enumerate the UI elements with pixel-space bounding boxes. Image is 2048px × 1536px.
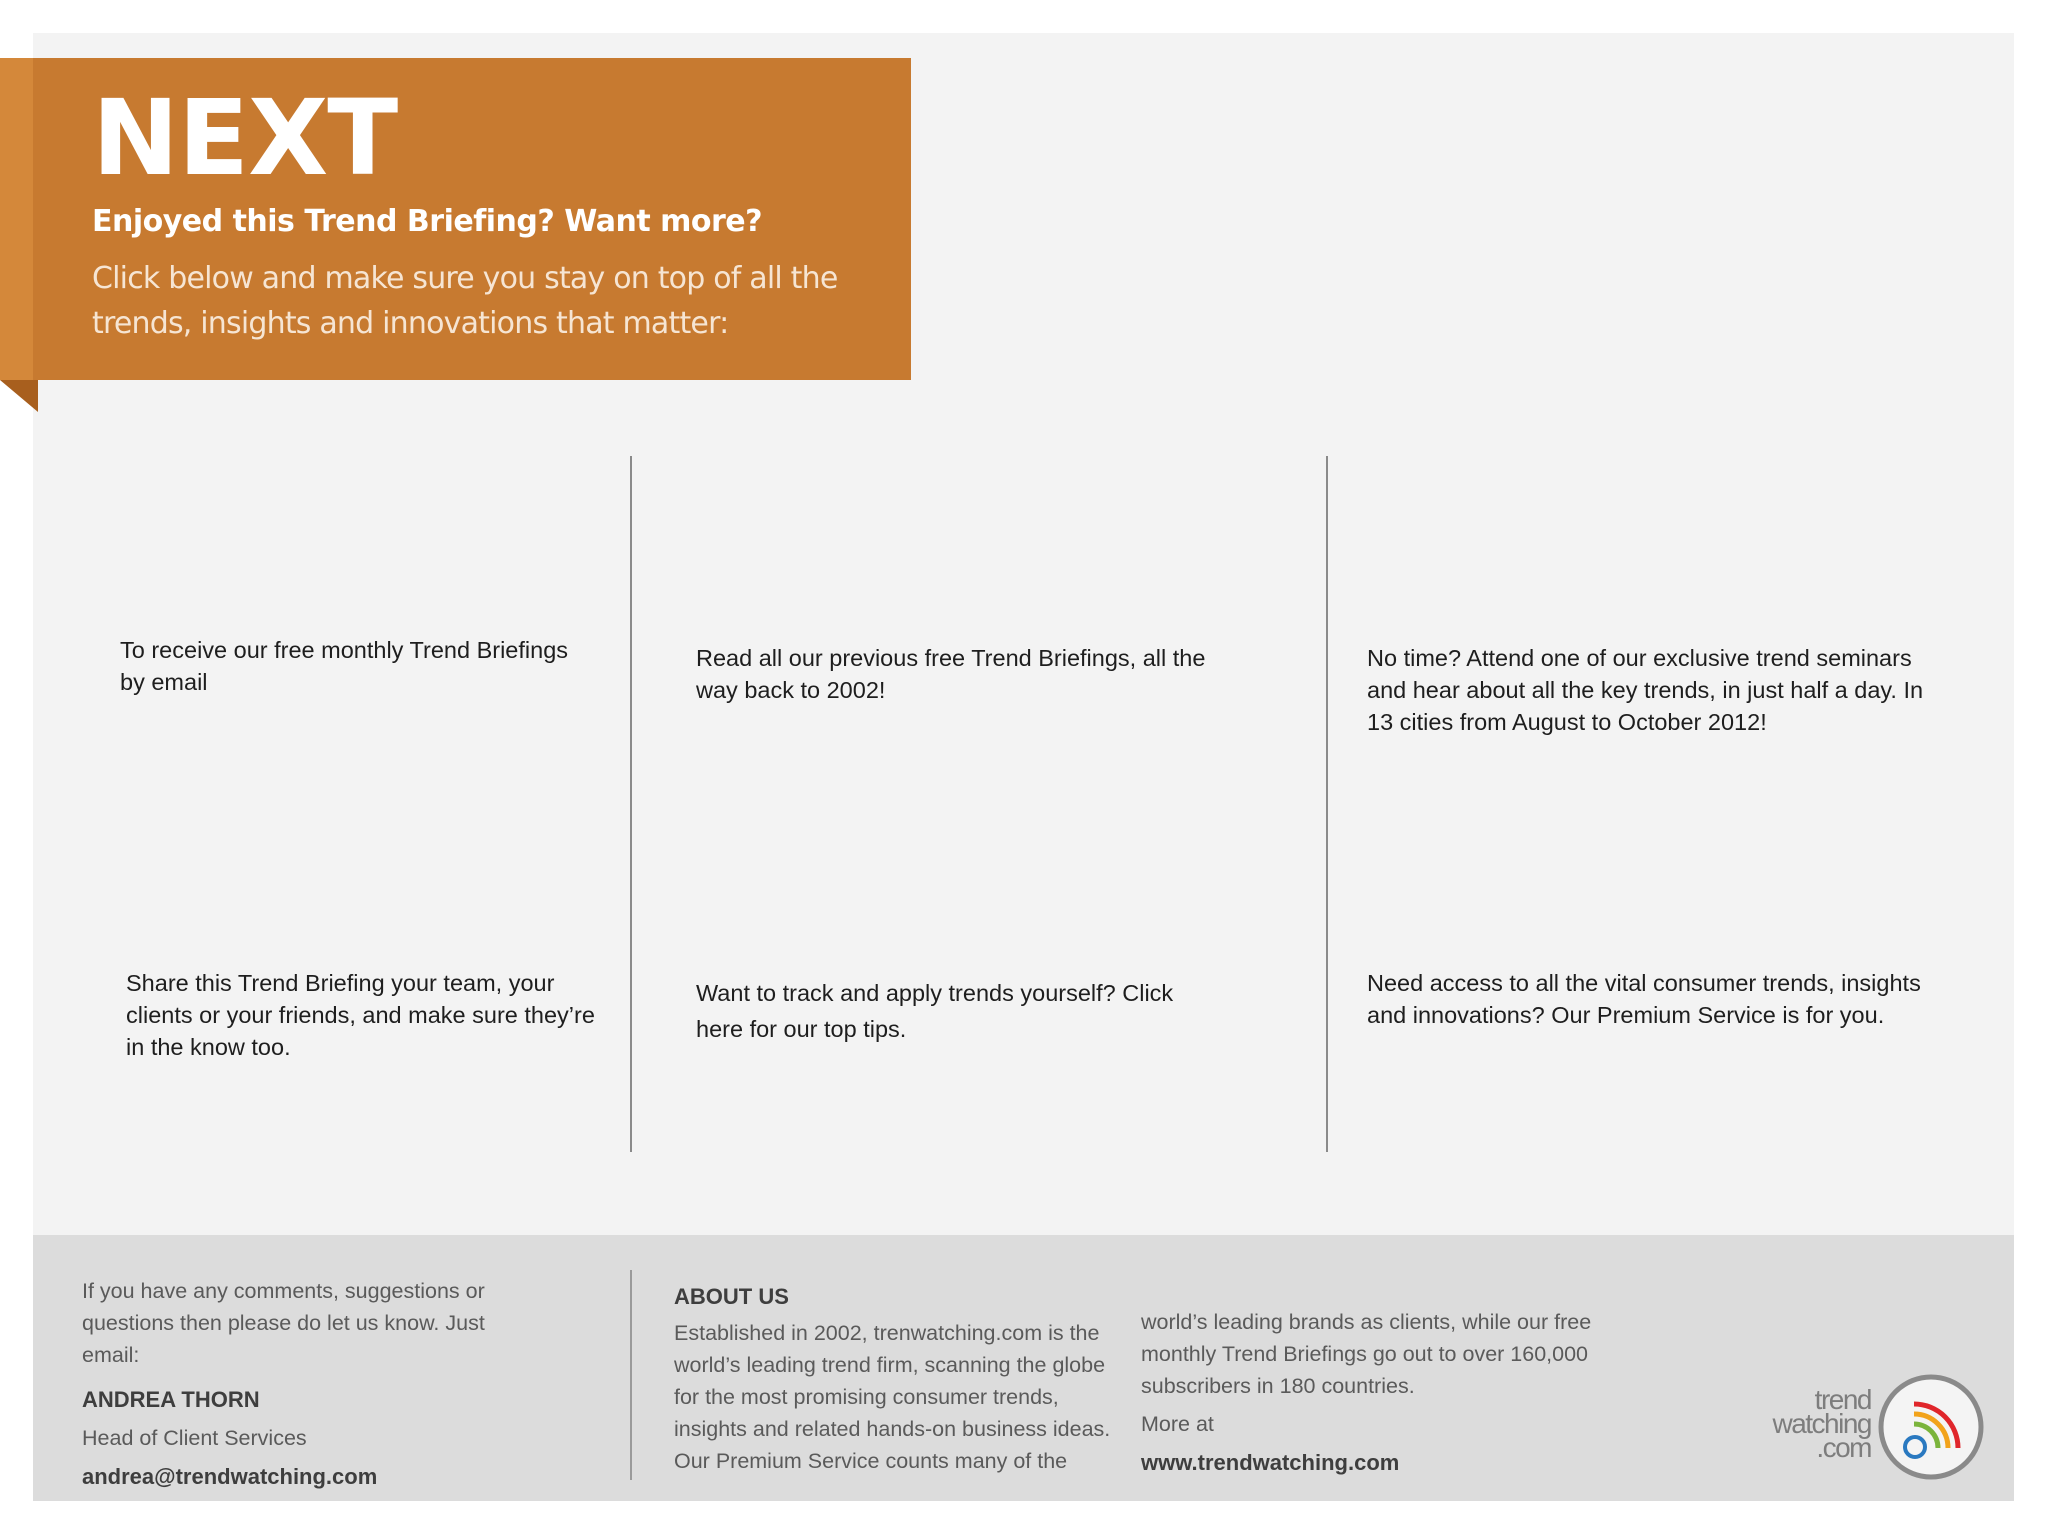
premium-service-link[interactable]: Need access to all the vital consumer trends, insights and innovations? Our Premium Service is for you.	[1367, 970, 1921, 1028]
signal-arcs-icon	[1876, 1372, 1986, 1482]
trend-seminars-link[interactable]: No time? Attend one of our exclusive trend seminars and hear about all the key trends, in just half a day. In 13 cities from August to October 2012!	[1367, 645, 1924, 735]
banner-subtitle: Enjoyed this Trend Briefing? Want more?	[92, 204, 763, 239]
about-text-column-2: world’s leading brands as clients, while our free monthly Trend Briefings go out to over 160,000 subscribers in 180 countries.	[1141, 1310, 1592, 1398]
banner-fold	[0, 380, 38, 412]
logo-line-watching: watching	[1772, 1408, 1871, 1439]
banner-description: Click below and make sure you stay on top of all the trends, insights and innovations that matter:	[92, 261, 838, 341]
contact-role: Head of Client Services	[82, 1426, 307, 1450]
contact-email-link[interactable]: andrea@trendwatching.com	[82, 1464, 378, 1489]
column-divider	[630, 456, 632, 1152]
about-heading: ABOUT US	[674, 1284, 789, 1309]
previous-briefings-link[interactable]: Read all our previous free Trend Briefings, all the way back to 2002!	[696, 645, 1206, 703]
trendwatching-logo	[1770, 1372, 1986, 1482]
more-at-label: More at	[1141, 1412, 1214, 1436]
logo-line-trend: trend	[1814, 1384, 1871, 1415]
contact-intro: If you have any comments, suggestions or questions then please do let us know. Just email:	[82, 1279, 485, 1367]
email-signup-link[interactable]: To receive our free monthly Trend Briefings by email	[120, 637, 569, 695]
website-link[interactable]: www.trendwatching.com	[1141, 1450, 1400, 1475]
about-text-column-1: Established in 2002, trenwatching.com is the world’s leading trend firm, scanning the globe for the most promising consumer trends, insights and related hands-on business ideas. Our Premium Service counts many of the	[674, 1321, 1111, 1473]
column-divider	[1326, 456, 1328, 1152]
footer-divider	[630, 1270, 632, 1480]
logo-line-com: .com	[1816, 1432, 1871, 1463]
logo-wordmark	[1772, 1384, 1871, 1463]
banner-title: NEXT	[92, 77, 398, 199]
contact-name: ANDREA THORN	[82, 1387, 260, 1412]
top-tips-link[interactable]: Want to track and apply trends yourself? Click here for our top tips.	[696, 980, 1174, 1042]
share-briefing-link[interactable]: Share this Trend Briefing your team, your clients or your friends, and make sure they’re in the know too.	[126, 970, 595, 1060]
banner-edge	[0, 58, 33, 380]
